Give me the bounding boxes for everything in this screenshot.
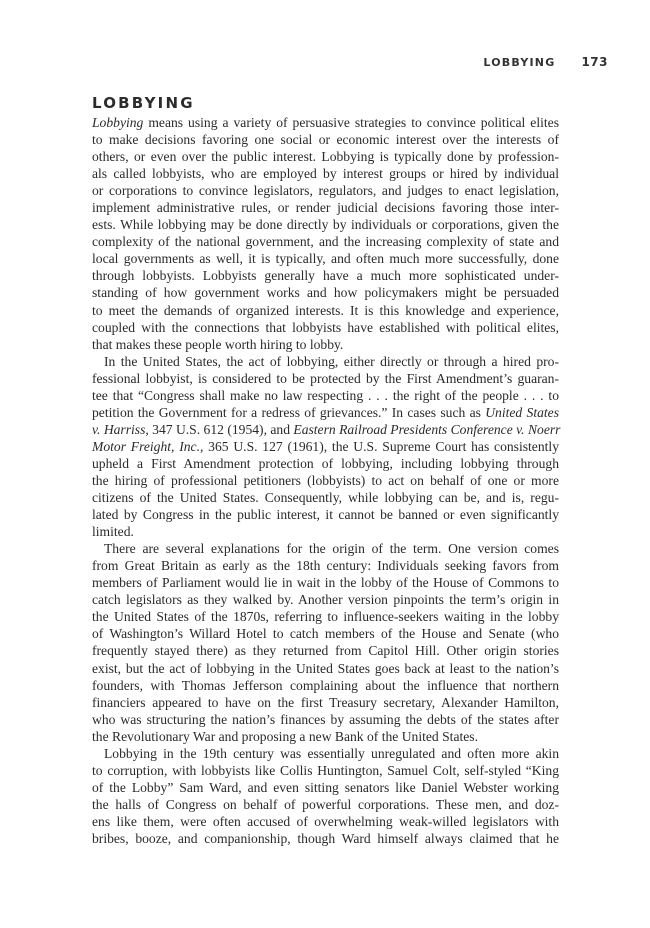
text-line — [92, 523, 559, 540]
text-segment: frequently stayed there) as they returned from Capitol Hill. Other origin stories — [92, 643, 559, 659]
text-line — [92, 489, 559, 506]
text-segment: lated by Congress in the public interest, it cannot be banned or even significantly — [92, 507, 559, 523]
text-line — [92, 438, 559, 455]
text-segment: , 365 U.S. 127 (1961), the U.S. Supreme Court has consistently — [199, 438, 559, 454]
text-line — [92, 370, 559, 387]
text-line — [92, 745, 559, 762]
text-line — [92, 165, 559, 182]
text-segment: to meet the demands of organized interests. It is this knowledge and experience, — [92, 302, 559, 318]
text-segment: of the Lobby” Sam Ward, and even sitting senators like Daniel Webster working — [92, 779, 559, 795]
entry-heading: LOBBYING — [92, 94, 195, 112]
text-line — [92, 302, 559, 319]
text-line — [92, 267, 559, 284]
text-segment: implement administrative rules, or render judicial decisions favoring those inter- — [92, 200, 559, 216]
text-segment: to corruption, with lobbyists like Collis Huntington, Samuel Colt, self-styled “King — [92, 762, 559, 778]
text-line — [92, 557, 559, 574]
text-segment: catch legislators as they walked by. Another version pinpoints the term’s origin in — [92, 592, 559, 608]
text-segment: coupled with the connections that lobbyists have established with political elites, — [92, 319, 559, 335]
text-segment: the United States of the 1870s, referring to influence-seekers waiting in the lobby — [92, 609, 559, 625]
running-head-title: LOBBYING — [483, 56, 556, 69]
text-segment: exist, but the act of lobbying in the United States goes back at least to the nation’s — [92, 660, 559, 676]
text-line — [92, 404, 559, 421]
text-line — [92, 779, 559, 796]
text-line — [92, 796, 559, 813]
text-line — [92, 148, 559, 165]
text-segment: limited. — [92, 524, 134, 540]
text-line — [92, 813, 559, 830]
text-line — [92, 319, 559, 336]
text-segment: that makes these people worth hiring to lobby. — [92, 336, 344, 352]
text-line — [92, 250, 559, 267]
text-line — [92, 131, 559, 148]
text-line — [92, 284, 559, 301]
text-segment: ens like them, were often accused of overwhelming weak-willed legislators with — [92, 813, 559, 829]
page-number: 173 — [581, 55, 608, 69]
text-segment: or corporations to convince legislators, regulators, and judges to enact legislation, — [92, 183, 559, 199]
text-segment: ests. While lobbying may be done directly by individuals or corporations, given the — [92, 217, 559, 233]
text-segment: bribes, booze, and companionship, though Ward himself always claimed that he — [92, 830, 559, 846]
text-segment: means using a variety of persuasive strategies to convince political elites — [143, 115, 559, 130]
text-segment: founders, with Thomas Jefferson complaining about the influence that northern — [92, 677, 559, 693]
text-segment: to make decisions favoring one social or economic interest over the interests of — [92, 132, 559, 148]
text-line — [92, 472, 559, 489]
text-line — [92, 677, 559, 694]
text-segment: local governments as well, it is typically, and often much more successfully, done — [92, 251, 559, 267]
text-segment: fessional lobbyist, is considered to be protected by the First Amendment’s guaran- — [92, 370, 559, 386]
text-segment: There are several explanations for the origin of the term. One version comes — [104, 541, 559, 557]
italic-text: Motor Freight, Inc. — [92, 438, 200, 454]
text-line — [92, 762, 559, 779]
text-line — [92, 421, 559, 438]
text-segment: tee that “Congress shall make no law respecting . . . the right of the people . . . to — [92, 387, 559, 403]
text-line — [92, 114, 559, 131]
text-segment: als called lobbyists, who are employed by interest groups or hired by individual — [92, 166, 559, 182]
text-line — [92, 353, 559, 370]
text-line — [92, 455, 559, 472]
text-segment: of Washington’s Willard Hotel to catch members of the House and Senate (who — [92, 626, 559, 642]
text-line — [92, 574, 559, 591]
text-segment: who was structuring the nation’s finances by assuming the debts of the states after — [92, 711, 559, 727]
text-line — [92, 625, 559, 642]
text-segment: financiers appeared to have on the first Treasury secretary, Alexander Hamilton, — [92, 694, 559, 710]
text-line — [92, 642, 559, 659]
text-line — [92, 199, 559, 216]
text-segment: through lobbyists. Lobbyists generally have a much more sophisticated under- — [92, 268, 559, 284]
italic-text: Eastern Railroad Presidents Conference v. Noerr — [293, 421, 561, 437]
text-segment: standing of how government works and how policymakers might be persuaded — [92, 285, 559, 301]
text-segment: from Great Britain as early as the 18th century: Individuals seeking favors from — [92, 558, 559, 574]
text-segment: Lobbying in the 19th century was essentially unregulated and often more akin — [104, 745, 559, 761]
text-segment: the Revolutionary War and proposing a new Bank of the United States. — [92, 728, 478, 744]
text-line — [92, 591, 559, 608]
text-segment: others, or even over the public interest. Lobbying is typically done by profession- — [92, 149, 559, 165]
text-line — [92, 830, 559, 847]
text-line — [92, 608, 559, 625]
text-line — [92, 387, 559, 404]
text-segment: upheld a First Amendment protection of lobbying, including lobbying through — [92, 455, 559, 471]
text-segment: petition the Government for a redress of grievances.” In cases such as — [92, 404, 486, 420]
italic-text: v. Harriss — [92, 421, 146, 437]
italic-text: Lobbying — [92, 115, 144, 130]
text-segment: the hiring of professional petitioners (lobbyists) to act on behalf of one or more — [92, 472, 559, 488]
text-segment: complexity of the national government, and the increasing complexity of state and — [92, 234, 559, 250]
text-segment: the halls of Congress on behalf of powerful corporations. These men, and doz- — [92, 796, 559, 812]
text-line — [92, 711, 559, 728]
text-line — [92, 233, 559, 250]
text-line — [92, 728, 559, 745]
text-segment: In the United States, the act of lobbying, either directly or through a hired pro- — [104, 353, 559, 369]
text-line — [92, 660, 559, 677]
text-segment: citizens of the United States. Consequently, while lobbying can be, and is, regu- — [92, 490, 559, 506]
text-line — [92, 336, 559, 353]
text-line — [92, 694, 559, 711]
text-segment: , 347 U.S. 612 (1954), and — [145, 421, 294, 437]
text-line — [92, 182, 559, 199]
text-line — [92, 506, 559, 523]
text-line — [92, 216, 559, 233]
italic-text: United States — [485, 404, 559, 420]
text-segment: members of Parliament would lie in wait in the lobby of the House of Commons to — [92, 575, 559, 591]
text-line — [92, 540, 559, 557]
running-head — [483, 55, 608, 69]
body-text — [92, 114, 559, 847]
